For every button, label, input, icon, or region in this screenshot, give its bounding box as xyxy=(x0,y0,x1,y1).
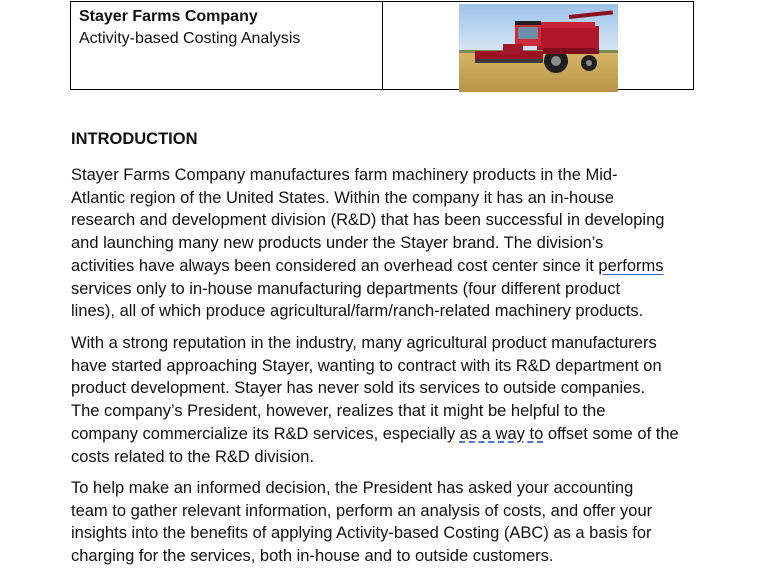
proofing-underlined-phrase[interactable]: as a way to xyxy=(459,424,544,443)
intro-paragraph-3 xyxy=(71,477,711,568)
line-segment: offset some of the xyxy=(543,424,679,443)
paragraph-line xyxy=(71,255,711,278)
header-table xyxy=(70,1,694,90)
paragraph-line: and launching many new products under the Stayer brand. The division’s xyxy=(71,234,604,253)
harvester-image xyxy=(459,4,618,92)
paragraph-line: costs related to the R&D division. xyxy=(71,447,315,466)
paragraph-line: have started approaching Stayer, wanting to contract with its R&D department on xyxy=(71,356,662,375)
paragraph-line: lines), all of which produce agricultural/farm/ranch-related machinery products. xyxy=(71,302,644,321)
paragraph-line: With a strong reputation in the industry, many agricultural product manufacturers xyxy=(71,334,657,352)
paragraph-line: services only to in-house manufacturing departments (four different product xyxy=(71,279,621,298)
paragraph-line: product development. Stayer has never sold its services to outside companies. xyxy=(71,379,646,398)
line-segment: company commercialize its R&D services, especially xyxy=(71,424,460,443)
company-name: Stayer Farms Company xyxy=(79,8,258,25)
paragraph-line: team to gather relevant information, perform an analysis of costs, and offer your xyxy=(71,501,653,520)
paragraph-line: Stayer Farms Company manufactures farm machinery products in the Mid- xyxy=(71,166,618,184)
paragraph-line: research and development division (R&D) that has been successful in developing xyxy=(71,211,665,230)
line-segment: activities have always been considered an overhead cost center since it xyxy=(71,256,599,275)
introduction-heading: INTRODUCTION xyxy=(71,130,198,148)
proofing-underlined-word[interactable]: performs xyxy=(598,256,664,275)
paragraph-line: charging for the services, both in-house and to outside customers. xyxy=(71,547,554,566)
paragraph-line: To help make an informed decision, the President has asked your accounting xyxy=(71,479,634,497)
combine-harvester-photo xyxy=(459,4,618,92)
paragraph-line: insights into the benefits of applying Activity-based Costing (ABC) as a basis for xyxy=(71,524,652,543)
header-image-cell xyxy=(383,2,693,89)
document-subtitle: Activity-based Costing Analysis xyxy=(79,30,301,47)
header-title-cell xyxy=(71,2,383,89)
intro-paragraph-1 xyxy=(71,164,711,323)
paragraph-line xyxy=(71,423,711,446)
intro-paragraph-2 xyxy=(71,332,711,468)
paragraph-line: Atlantic region of the United States. Within the company it has an in-house xyxy=(71,188,614,207)
paragraph-line: The company’s President, however, realizes that it might be helpful to the xyxy=(71,402,606,421)
